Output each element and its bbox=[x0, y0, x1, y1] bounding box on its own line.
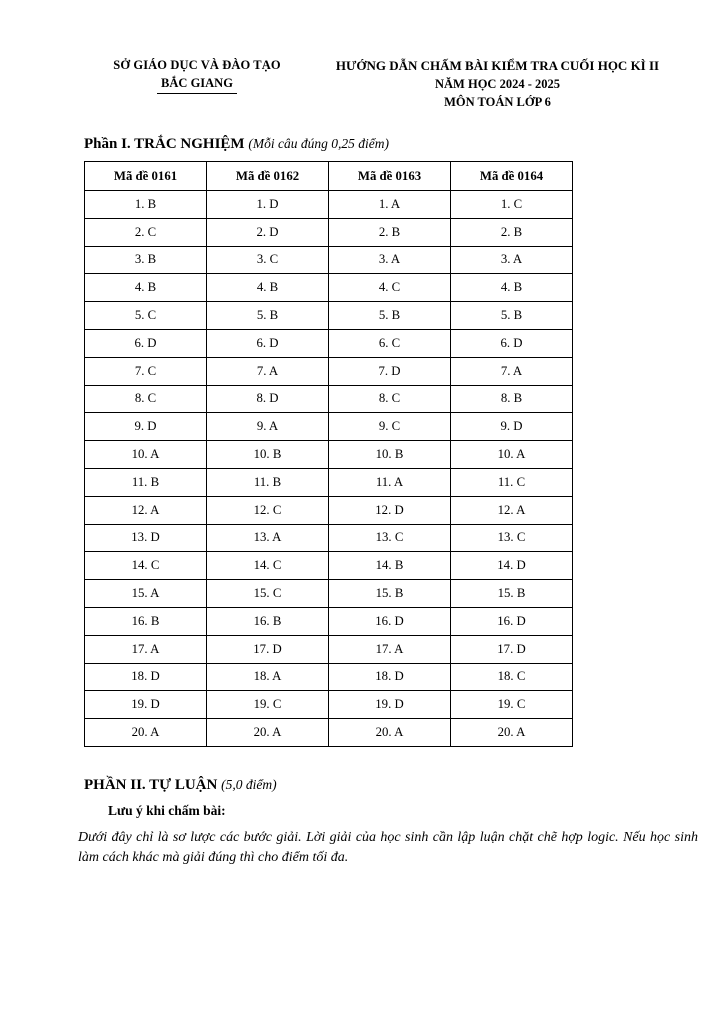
answer-cell: 7. D bbox=[329, 357, 451, 385]
part1-heading bbox=[84, 136, 669, 153]
grading-note-title: Lưu ý khi chấm bài: bbox=[108, 802, 226, 818]
answer-cell: 1. A bbox=[329, 191, 451, 219]
answer-cell: 9. D bbox=[451, 413, 573, 441]
answer-cell: 11. B bbox=[85, 468, 207, 496]
answer-cell: 19. D bbox=[329, 691, 451, 719]
answer-cell: 8. C bbox=[85, 385, 207, 413]
answer-cell: 5. C bbox=[85, 302, 207, 330]
answer-cell: 3. A bbox=[451, 246, 573, 274]
table-row bbox=[85, 385, 573, 413]
answer-cell: 6. D bbox=[451, 329, 573, 357]
answer-cell: 15. C bbox=[207, 580, 329, 608]
answer-cell: 14. D bbox=[451, 552, 573, 580]
answer-cell: 15. A bbox=[85, 580, 207, 608]
table-row bbox=[85, 552, 573, 580]
answer-cell: 14. C bbox=[207, 552, 329, 580]
answer-cell: 19. D bbox=[85, 691, 207, 719]
answer-cell: 10. A bbox=[451, 441, 573, 469]
answer-cell: 4. B bbox=[207, 274, 329, 302]
table-row bbox=[85, 413, 573, 441]
answer-cell: 18. D bbox=[329, 663, 451, 691]
answer-cell: 17. D bbox=[451, 635, 573, 663]
answer-cell: 7. A bbox=[207, 357, 329, 385]
answer-cell: 3. A bbox=[329, 246, 451, 274]
answer-cell: 10. B bbox=[329, 441, 451, 469]
table-row bbox=[85, 329, 573, 357]
answer-cell: 16. B bbox=[207, 607, 329, 635]
grading-note-body: Dưới đây chỉ là sơ lược các bước giải. Lời giải của học sinh cần lập luận chặt chẽ hợp logic. Nếu học sinh làm cách khác mà giải đúng thì cho điểm tối đa. bbox=[78, 829, 698, 866]
table-row bbox=[85, 691, 573, 719]
table-row bbox=[85, 496, 573, 524]
answer-cell: 11. B bbox=[207, 468, 329, 496]
answer-cell: 13. A bbox=[207, 524, 329, 552]
answer-cell: 6. C bbox=[329, 329, 451, 357]
answer-cell: 5. B bbox=[207, 302, 329, 330]
answer-cell: 17. A bbox=[85, 635, 207, 663]
answer-cell: 2. D bbox=[207, 218, 329, 246]
school-year: NĂM HỌC 2024 - 2025 bbox=[435, 77, 560, 91]
answer-cell: 18. A bbox=[207, 663, 329, 691]
answer-cell: 13. C bbox=[451, 524, 573, 552]
department-name: SỞ GIÁO DỤC VÀ ĐÀO TẠO bbox=[113, 58, 281, 72]
answer-key-table bbox=[84, 161, 573, 747]
answer-cell: 11. C bbox=[451, 468, 573, 496]
table-row bbox=[85, 524, 573, 552]
answer-cell: 8. C bbox=[329, 385, 451, 413]
answer-cell: 17. D bbox=[207, 635, 329, 663]
table-row bbox=[85, 663, 573, 691]
table-row bbox=[85, 607, 573, 635]
answer-cell: 14. C bbox=[85, 552, 207, 580]
table-row bbox=[85, 635, 573, 663]
answer-cell: 11. A bbox=[329, 468, 451, 496]
answer-cell: 15. B bbox=[451, 580, 573, 608]
answer-cell: 2. B bbox=[451, 218, 573, 246]
answer-cell: 8. D bbox=[207, 385, 329, 413]
answer-cell: 10. B bbox=[207, 441, 329, 469]
part2-heading bbox=[84, 777, 669, 794]
answer-cell: 3. B bbox=[85, 246, 207, 274]
part2-heading-note: (5,0 điểm) bbox=[221, 776, 277, 792]
answer-cell: 19. C bbox=[451, 691, 573, 719]
answer-cell: 18. C bbox=[451, 663, 573, 691]
answer-cell: 20. A bbox=[207, 719, 329, 747]
answer-cell: 9. C bbox=[329, 413, 451, 441]
answer-cell: 12. C bbox=[207, 496, 329, 524]
subject-grade: MÔN TOÁN LỚP 6 bbox=[444, 95, 551, 109]
answer-cell: 16. D bbox=[451, 607, 573, 635]
answer-cell: 4. C bbox=[329, 274, 451, 302]
part1-heading-note: (Mỗi câu đúng 0,25 điểm) bbox=[248, 136, 389, 151]
province-name: BẮC GIANG bbox=[157, 76, 237, 94]
table-row bbox=[85, 302, 573, 330]
document-title-block bbox=[326, 58, 669, 110]
document-header bbox=[56, 58, 669, 110]
answer-cell: 16. D bbox=[329, 607, 451, 635]
answer-cell: 15. B bbox=[329, 580, 451, 608]
answer-cell: 1. D bbox=[207, 191, 329, 219]
answer-cell: 13. D bbox=[85, 524, 207, 552]
answer-cell: 13. C bbox=[329, 524, 451, 552]
table-header-row bbox=[85, 162, 573, 191]
table-row bbox=[85, 274, 573, 302]
answer-cell: 7. A bbox=[451, 357, 573, 385]
table-row bbox=[85, 468, 573, 496]
answer-cell: 9. A bbox=[207, 413, 329, 441]
part2-heading-label: PHẦN II. TỰ LUẬN bbox=[84, 776, 218, 793]
answer-cell: 14. B bbox=[329, 552, 451, 580]
column-header-code-0162: Mã đề 0162 bbox=[207, 162, 329, 191]
answer-cell: 17. A bbox=[329, 635, 451, 663]
answer-cell: 10. A bbox=[85, 441, 207, 469]
table-row bbox=[85, 580, 573, 608]
answer-cell: 2. C bbox=[85, 218, 207, 246]
answer-cell: 16. B bbox=[85, 607, 207, 635]
answer-cell: 12. A bbox=[451, 496, 573, 524]
table-row bbox=[85, 218, 573, 246]
answer-cell: 4. B bbox=[85, 274, 207, 302]
answer-cell: 5. B bbox=[329, 302, 451, 330]
answer-cell: 18. D bbox=[85, 663, 207, 691]
answer-cell: 8. B bbox=[451, 385, 573, 413]
table-row bbox=[85, 246, 573, 274]
part2-section bbox=[78, 776, 698, 869]
answer-cell: 7. C bbox=[85, 357, 207, 385]
answer-cell: 20. A bbox=[329, 719, 451, 747]
answer-cell: 1. C bbox=[451, 191, 573, 219]
table-row bbox=[85, 441, 573, 469]
table-row bbox=[85, 719, 573, 747]
answer-cell: 20. A bbox=[85, 719, 207, 747]
table-row bbox=[85, 357, 573, 385]
answer-cell: 12. D bbox=[329, 496, 451, 524]
answer-cell: 1. B bbox=[85, 191, 207, 219]
answer-cell: 6. D bbox=[85, 329, 207, 357]
column-header-code-0161: Mã đề 0161 bbox=[85, 162, 207, 191]
table-row bbox=[85, 191, 573, 219]
answer-cell: 5. B bbox=[451, 302, 573, 330]
answer-cell: 19. C bbox=[207, 691, 329, 719]
answer-cell: 3. C bbox=[207, 246, 329, 274]
answer-cell: 4. B bbox=[451, 274, 573, 302]
answer-cell: 2. B bbox=[329, 218, 451, 246]
column-header-code-0163: Mã đề 0163 bbox=[329, 162, 451, 191]
answer-cell: 6. D bbox=[207, 329, 329, 357]
issuing-authority-block bbox=[56, 58, 326, 94]
answer-cell: 9. D bbox=[85, 413, 207, 441]
part1-heading-label: Phần I. TRẮC NGHIỆM bbox=[84, 136, 245, 152]
document-title: HƯỚNG DẪN CHẤM BÀI KIỂM TRA CUỐI HỌC KÌ II bbox=[335, 58, 660, 73]
answer-cell: 12. A bbox=[85, 496, 207, 524]
answer-cell: 20. A bbox=[451, 719, 573, 747]
column-header-code-0164: Mã đề 0164 bbox=[451, 162, 573, 191]
